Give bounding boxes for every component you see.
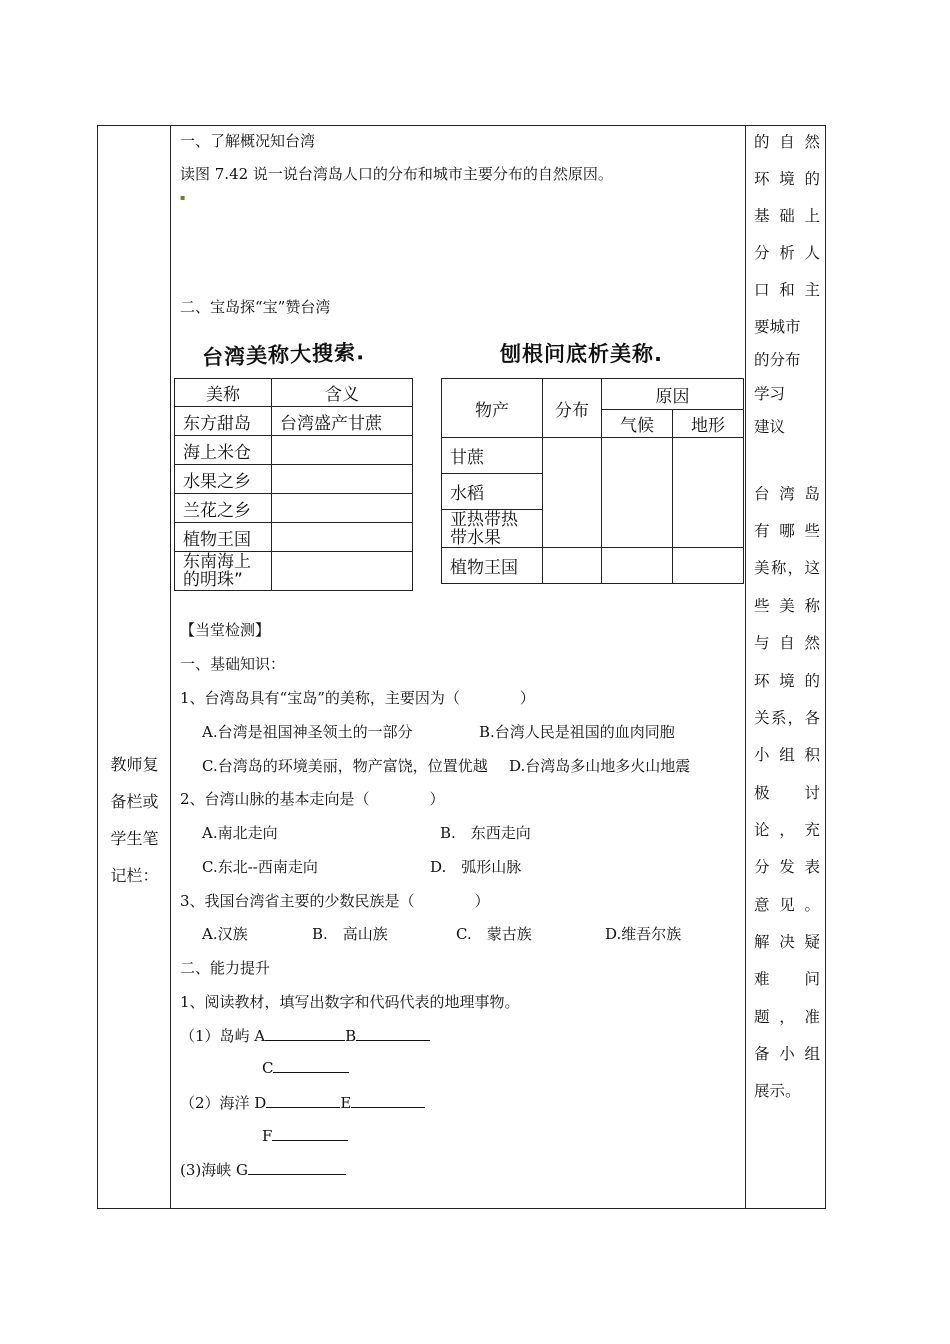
- product-cell: 甘蔗: [442, 438, 543, 474]
- option-text: A.台湾是祖国神圣领土的一部分: [202, 723, 413, 741]
- fill-line-ocean-f: [262, 1126, 348, 1145]
- advice-line: 小组积: [754, 746, 820, 764]
- answer-blank-f[interactable]: [272, 1126, 348, 1141]
- test-heading: 【当堂检测】: [180, 621, 271, 639]
- answer-blank-d[interactable]: [266, 1093, 340, 1108]
- advice-line: 展示。: [754, 1082, 801, 1100]
- meaning-cell[interactable]: [272, 436, 413, 465]
- table1-header: 美称: [175, 379, 272, 407]
- product-cell: 水稻: [442, 474, 543, 510]
- distribution-cell[interactable]: [543, 548, 602, 584]
- advice-line: 的分布: [754, 351, 801, 369]
- fill-label: F: [262, 1127, 273, 1145]
- table2-title: 刨根问底析美称.: [500, 342, 663, 366]
- question-text: 1、台湾岛具有“宝岛”的美称，主要因为（ ）: [180, 689, 535, 707]
- distribution-cell[interactable]: [543, 438, 602, 548]
- column-divider: [745, 126, 746, 1208]
- product-cell: 亚热带热带水果: [442, 510, 543, 548]
- notes-label-line: 教师复: [110, 755, 159, 774]
- worksheet-frame: [97, 125, 826, 1209]
- option-text: D.台湾岛多山地多火山地震: [509, 757, 691, 775]
- notes-label-line: 备栏或: [110, 792, 159, 811]
- advice-line: 建议: [754, 418, 786, 436]
- green-dot-mark: ▪: [180, 193, 186, 202]
- advice-line: 分析人: [754, 244, 820, 262]
- fill-label: B: [345, 1027, 357, 1045]
- advice-line: 备小组: [754, 1045, 820, 1063]
- advice-line: 极 讨: [754, 784, 820, 802]
- section-heading: 一、了解概况知台湾: [180, 132, 316, 150]
- meaning-cell[interactable]: [272, 494, 413, 523]
- advice-line: 论，充: [754, 821, 820, 839]
- advice-line: 要城市: [754, 318, 801, 336]
- table1-header: 含义: [272, 379, 413, 407]
- advice-line: 难 问: [754, 970, 820, 988]
- advice-line: 环境的: [754, 170, 820, 188]
- option-text: B.台湾人民是祖国的血肉同胞: [479, 723, 675, 741]
- nickname-cell: 东方甜岛: [175, 407, 272, 436]
- advice-line: 学习: [754, 385, 786, 403]
- terrain-cell[interactable]: [673, 438, 744, 548]
- advice-line: 意见。: [754, 896, 820, 914]
- fill-label: （2）海洋 D: [180, 1094, 267, 1112]
- option-text: C.台湾岛的环境美丽，物产富饶，位置优越: [202, 757, 488, 775]
- answer-blank-b[interactable]: [356, 1026, 430, 1041]
- answer-blank-e[interactable]: [351, 1093, 425, 1108]
- nickname-cell: 植物王国: [175, 523, 272, 552]
- advice-line: 些美称: [754, 597, 820, 615]
- table2-header-distribution: 分布: [543, 379, 602, 438]
- table2-header-terrain: 地形: [673, 410, 744, 438]
- section-heading: 二、宝岛探“宝”赞台湾: [180, 298, 331, 316]
- question-text: 2、台湾山脉的基本走向是（ ）: [180, 790, 445, 808]
- advice-line: 关系，各: [754, 709, 820, 727]
- option-text: D. 弧形山脉: [430, 858, 522, 876]
- notes-label-line: 记栏：: [110, 866, 159, 885]
- advice-line: 环境的: [754, 672, 820, 690]
- fill-label: C: [262, 1059, 274, 1077]
- climate-cell[interactable]: [602, 548, 673, 584]
- nickname-cell: 兰花之乡: [175, 494, 272, 523]
- advice-line: 题，准: [754, 1008, 820, 1026]
- notes-column-label: [98, 746, 171, 894]
- advice-line: 有哪些: [754, 522, 820, 540]
- option-text: C. 蒙古族: [456, 925, 532, 943]
- fill-line-island-c: [262, 1058, 349, 1077]
- nicknames-table: [174, 378, 413, 591]
- advice-line: 的自然: [754, 133, 820, 151]
- table2-header-climate: 气候: [602, 410, 673, 438]
- advice-line: 分发表: [754, 858, 820, 876]
- answer-blank-g[interactable]: [248, 1160, 346, 1175]
- notes-label-line: 学生笔: [110, 829, 159, 848]
- analysis-table: [441, 378, 744, 584]
- fill-line-island-ab: [180, 1025, 430, 1046]
- fill-line-ocean-de: [180, 1092, 425, 1113]
- fill-label: E: [340, 1094, 352, 1112]
- answer-blank-a[interactable]: [265, 1026, 345, 1041]
- meaning-cell[interactable]: [272, 465, 413, 494]
- meaning-cell[interactable]: [272, 523, 413, 552]
- answer-blank-c[interactable]: [273, 1058, 349, 1073]
- option-text: C.东北--西南走向: [202, 858, 318, 876]
- advice-line: 与自然: [754, 634, 820, 652]
- option-text: A.汉族: [202, 925, 248, 943]
- option-text: B. 高山族: [312, 925, 388, 943]
- fill-label: (3)海峡 G: [180, 1161, 248, 1179]
- nickname-cell: 海上米仓: [175, 436, 272, 465]
- table1-title: 台湾美称大搜索.: [201, 340, 366, 370]
- option-text: A.南北走向: [202, 824, 278, 842]
- question-text: 3、我国台湾省主要的少数民族是（ ）: [180, 892, 490, 910]
- climate-cell[interactable]: [602, 438, 673, 548]
- question-text: 1、阅读教材，填写出数字和代码代表的地理事物。: [180, 993, 520, 1011]
- nickname-cell: 水果之乡: [175, 465, 272, 494]
- table2-header-product: 物产: [442, 379, 543, 438]
- column-divider: [170, 126, 171, 1208]
- nickname-cell: 东南海上的明珠”: [175, 552, 272, 591]
- option-text: B. 东西走向: [440, 824, 531, 842]
- advice-line: 基础上: [754, 207, 820, 225]
- subsection-heading: 二、能力提升: [180, 959, 271, 977]
- subsection-heading: 一、基础知识：: [180, 655, 286, 673]
- option-text: D.维吾尔族: [605, 925, 682, 943]
- fill-line-strait-g: [180, 1159, 346, 1180]
- meaning-cell[interactable]: [272, 552, 413, 591]
- fill-label: （1）岛屿 A: [180, 1027, 266, 1045]
- advice-line: 解决疑: [754, 933, 820, 951]
- advice-line: 美称，这: [754, 559, 820, 577]
- table2-header-reason: 原因: [602, 379, 744, 410]
- terrain-cell[interactable]: [673, 548, 744, 584]
- meaning-cell[interactable]: 台湾盛产甘蔗: [272, 407, 413, 436]
- product-cell: 植物王国: [442, 548, 543, 584]
- advice-line: 口和主: [754, 281, 820, 299]
- question-text: 读图 7.42 说一说台湾岛人口的分布和城市主要分布的自然原因。: [180, 165, 613, 183]
- advice-line: 台湾岛: [754, 485, 820, 503]
